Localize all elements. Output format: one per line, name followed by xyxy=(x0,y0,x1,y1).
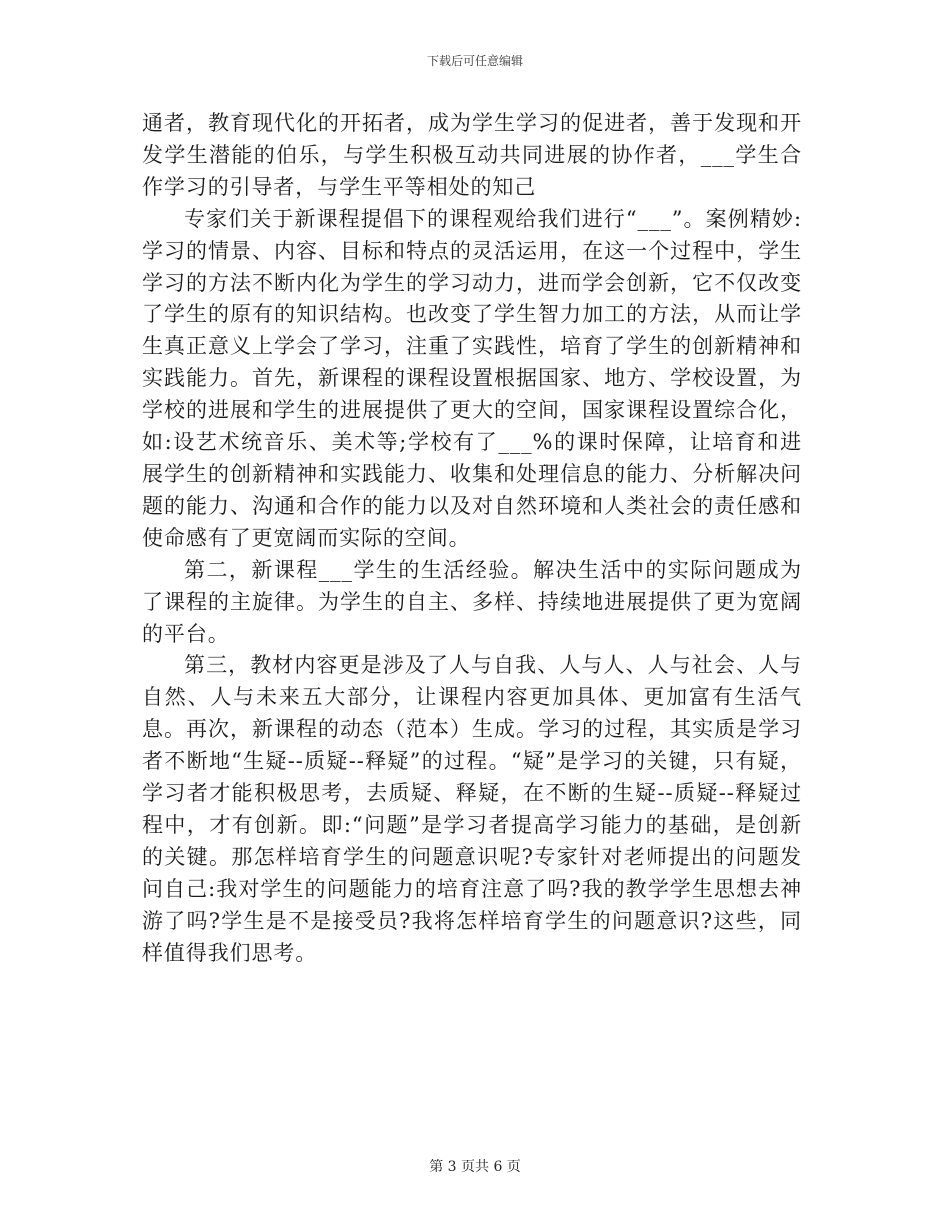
page-header: 下载后可任意编辑 xyxy=(426,54,523,68)
page-number: 第 3 页共 6 页 xyxy=(429,1159,521,1175)
paragraph-third: 第三，教材内容更是涉及了人与自我、人与人、人与社会、人与自然、人与未来五大部分，让课程内容更加具体、更加富有生活气息。再次，新课程的动态（范本）生成。学习的过程，其实质是学习者不断地“生疑--质疑--释疑”的过程。“疑”是学习的关键，只有疑，学习者才能积极思考，去质疑、释疑，在不断的生疑--质疑--释疑过程中，才有创新。即:“问题”是学习者提高学习能力的基础，是创新的关键。那怎样培育学生的问题意识呢?专家针对老师提出的问题发问自己:我对学生的问题能力的培育注意了吗?我的教学学生思想去神游了吗?学生是不是接受员?我将怎样培育学生的问题意识?这些，同样值得我们思考。 xyxy=(142,653,802,965)
paragraph-second: 第二，新课程___学生的生活经验。解决生活中的实际问题成为了课程的主旋律。为学生的自主、多样、持续地进展提供了更为宽阔的平台。 xyxy=(142,557,802,646)
document-body xyxy=(142,108,802,969)
paragraph-continued: 通者，教育现代化的开拓者，成为学生学习的促进者，善于发现和开发学生潜能的伯乐，与学生积极互动共同进展的协作者，___学生合作学习的引导者，与学生平等相处的知己 xyxy=(142,111,802,199)
paragraph-curriculum-view: 专家们关于新课程提倡下的课程观给我们进行“___”。案例精妙:学习的情景、内容、目标和特点的灵活运用，在这一个过程中，学生学习的方法不断内化为学生的学习动力，进而学会创新，它不仅改变了学生的原有的知识结构。也改变了学生智力加工的方法，从而让学生真正意义上学会了学习，注重了实践性，培育了学生的创新精神和实践能力。首先，新课程的课程设置根据国家、地方、学校设置，为学校的进展和学生的进展提供了更大的空间，国家课程设置综合化，如:设艺术统音乐、美术等;学校有了___%的课时保障，让培育和进展学生的创新精神和实践能力、收集和处理信息的能力、分析解决问题的能力、沟通和合作的能力以及对自然环境和人类社会的责任感和使命感有了更宽阔而实际的空间。 xyxy=(142,206,802,550)
